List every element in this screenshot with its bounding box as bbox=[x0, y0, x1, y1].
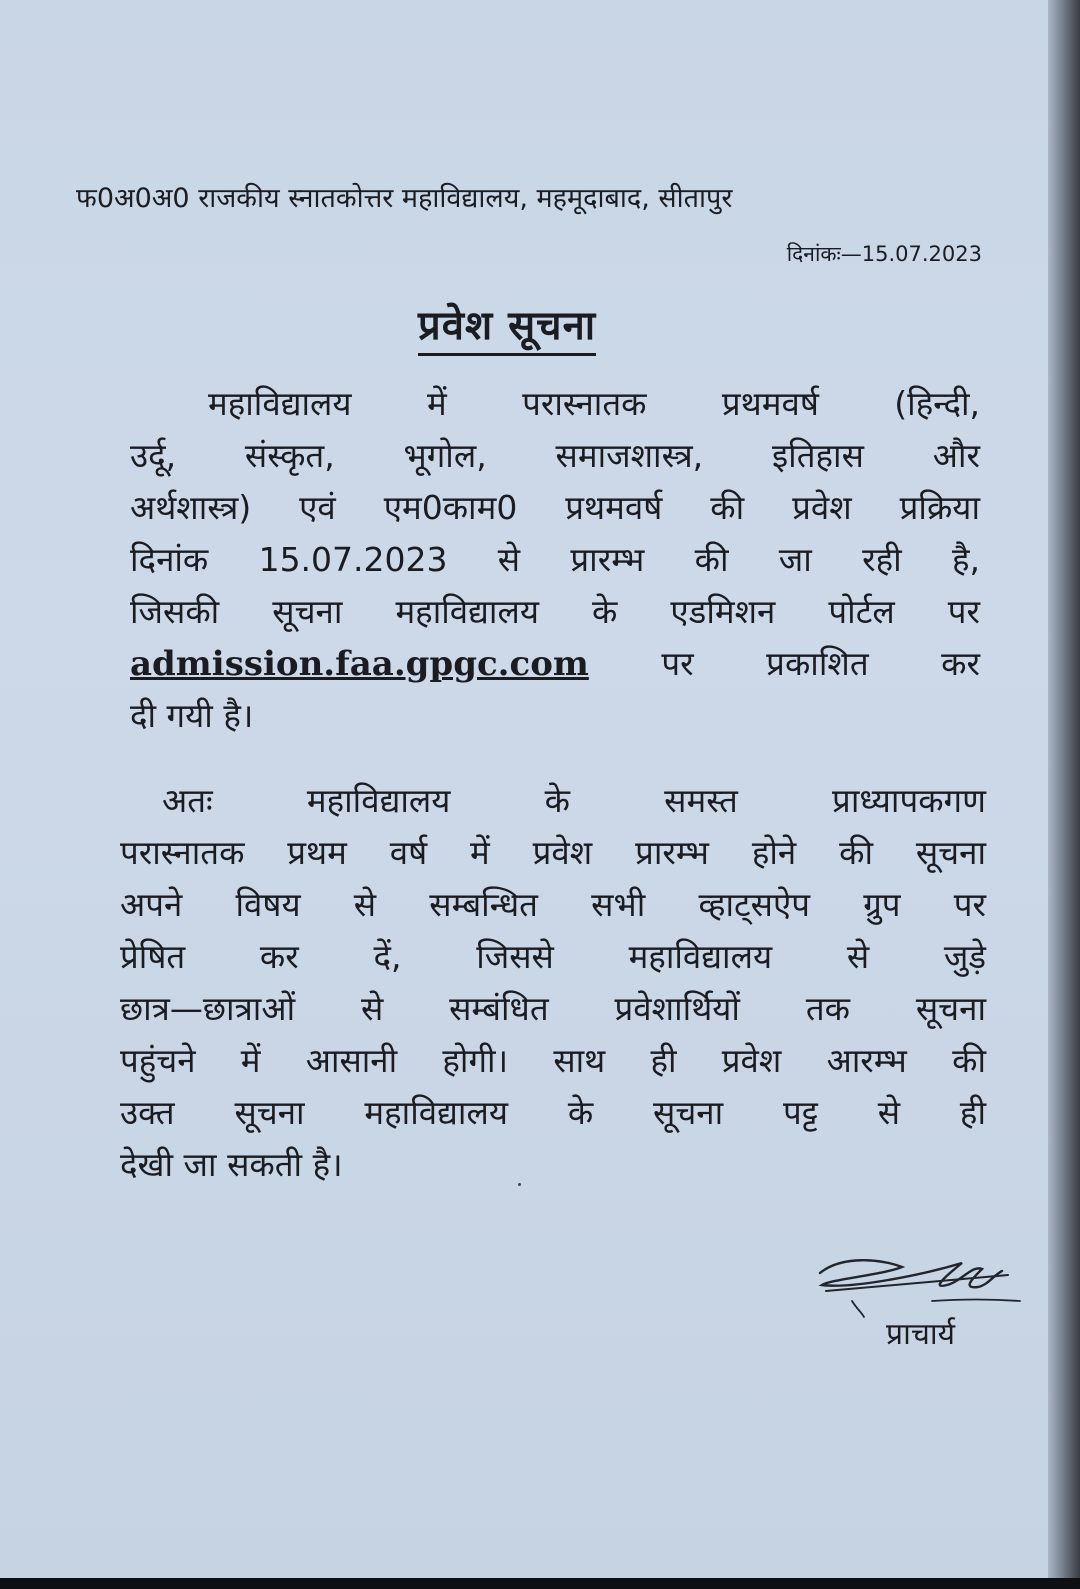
paragraph-line: प्रेषित कर दें, जिससे महाविद्यालय से जुड़े bbox=[120, 937, 986, 976]
paragraph-line: देखी जा सकती है। bbox=[120, 1145, 343, 1184]
bottom-dark-strip bbox=[0, 1578, 1080, 1589]
paragraph-line: अर्थशास्त्र) एवं एम0काम0 प्रथमवर्ष की प्रवेश प्रक्रिया bbox=[130, 488, 980, 527]
notice-title: प्रवेश सूचना bbox=[418, 296, 596, 356]
paragraph-line: दी गयी है। bbox=[130, 696, 254, 735]
notice-date: दिनांकः—15.07.2023 bbox=[786, 242, 982, 266]
paragraph-line: उक्त सूचना महाविद्यालय के सूचना पट्ट से ही bbox=[120, 1093, 986, 1132]
paragraph-line: दिनांक 15.07.2023 से प्रारम्भ की जा रही है, bbox=[130, 540, 980, 579]
paragraph-line: छात्र—छात्राओं से सम्बंधित प्रवेशार्थियों तक सूचना bbox=[120, 989, 986, 1028]
paragraph-line: जिसकी सूचना महाविद्यालय के एडमिशन पोर्टल पर bbox=[130, 592, 980, 631]
paragraph-admission bbox=[130, 378, 980, 742]
paragraph-instructions bbox=[120, 775, 986, 1191]
paragraph-line: पहुंचने में आसानी होगी। साथ ही प्रवेश आरम्भ की bbox=[120, 1041, 986, 1080]
url-suffix: पर प्रकाशित कर bbox=[661, 644, 980, 683]
url-line bbox=[130, 638, 980, 690]
ink-speck bbox=[518, 1183, 521, 1186]
paragraph-line: महाविद्यालय में परास्नातक प्रथमवर्ष (हिन्दी, bbox=[208, 384, 980, 423]
paper-edge-shadow bbox=[1048, 0, 1080, 1589]
signatory-title: प्राचार्य bbox=[886, 1317, 956, 1352]
paragraph-line: परास्नातक प्रथम वर्ष में प्रवेश प्रारम्भ होने की सूचना bbox=[120, 833, 986, 872]
paragraph-line: अतः महाविद्यालय के समस्त प्राध्यापकगण bbox=[162, 781, 986, 820]
paragraph-line: उर्दू, संस्कृत, भूगोल, समाजशास्त्र, इतिहास और bbox=[130, 436, 980, 475]
college-name: फ0अ0अ0 राजकीय स्नातकोत्तर महाविद्यालय, महमूदाबाद, सीतापुर bbox=[76, 183, 733, 214]
admission-portal-link[interactable]: admission.faa.gpgc.com bbox=[130, 644, 589, 684]
paragraph-line: अपने विषय से सम्बन्धित सभी व्हाट्सऐप ग्रुप पर bbox=[120, 885, 986, 924]
